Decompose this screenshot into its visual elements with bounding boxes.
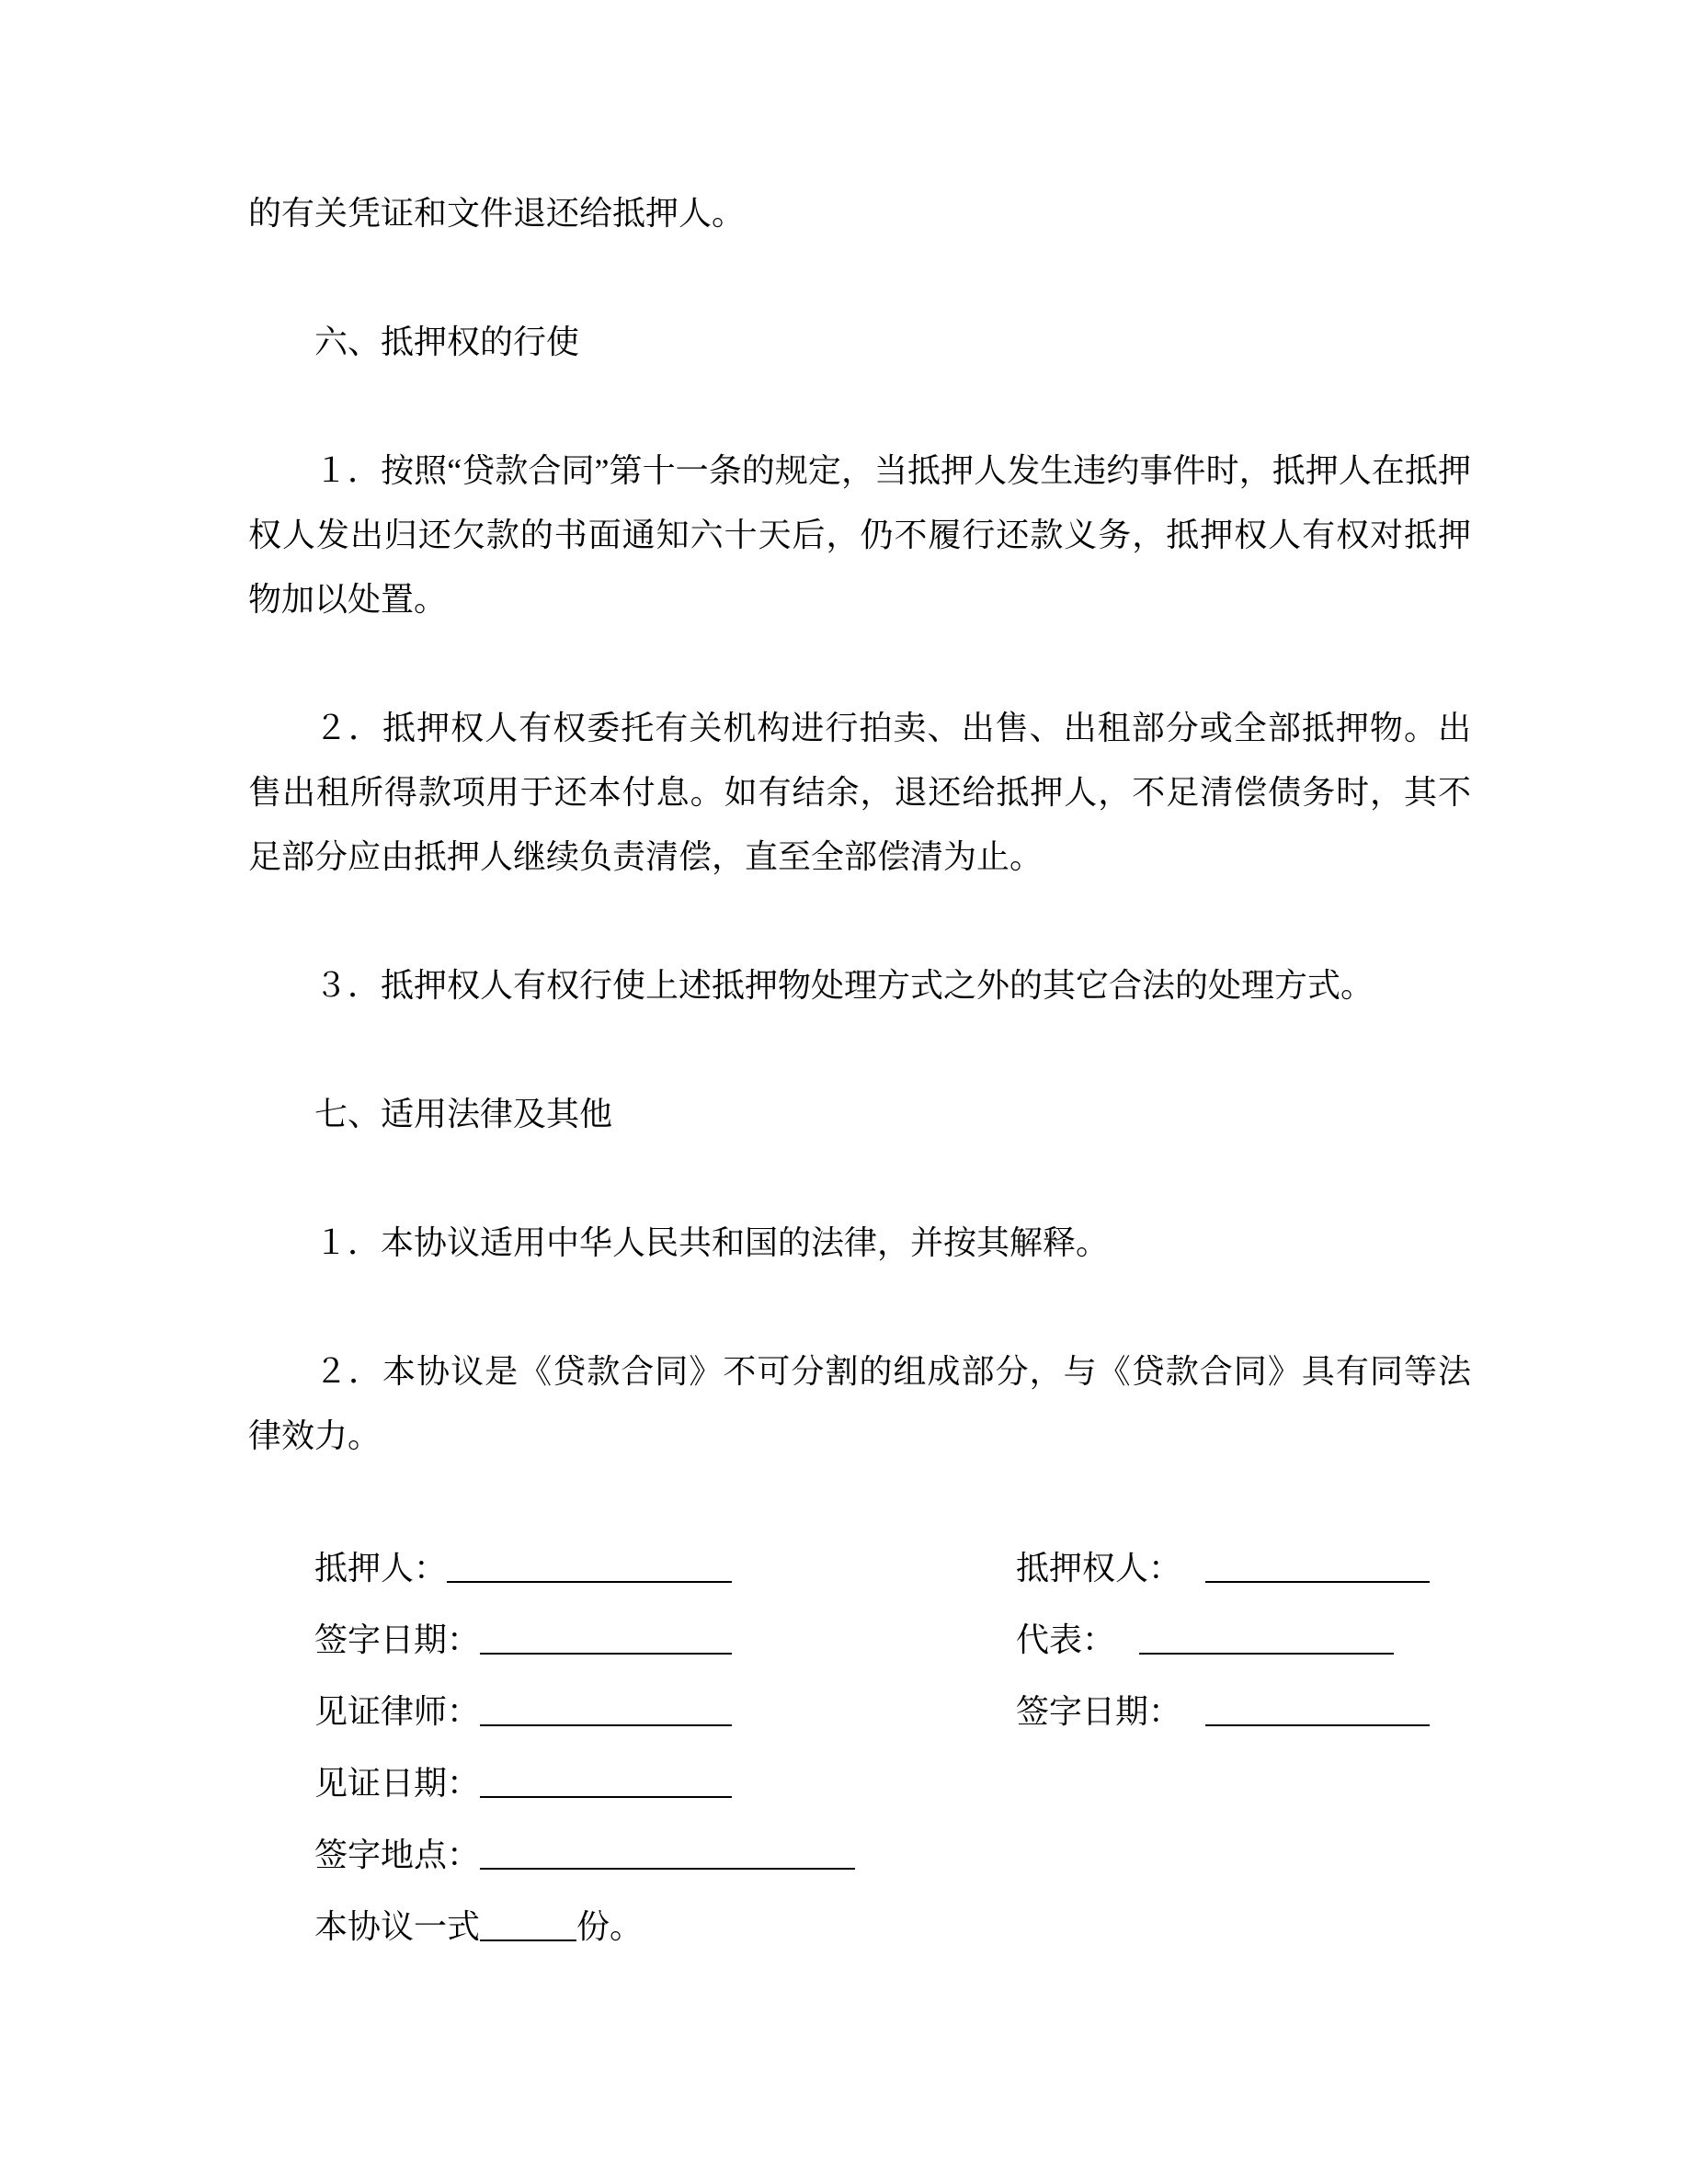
sign-date-fill-line (480, 1652, 732, 1655)
signature-block (314, 1532, 1471, 1962)
signature-left-column (314, 1532, 1016, 1962)
sign-place-label: 签字地点： (314, 1837, 481, 1873)
signature-row-mortgagee-sign-date (1016, 1676, 1471, 1747)
paragraph-continuation: 的有关凭证和文件退还给抵押人。 (248, 195, 746, 232)
copies-prefix-label: 本协议一式 (314, 1908, 481, 1945)
copies-fill-line (480, 1939, 576, 1941)
blank-line (248, 1146, 1471, 1211)
section-seven-item-2: ２．本协议是《贷款合同》不可分割的组成部分，与《贷款合同》具有同等法律效力。 (248, 1353, 1471, 1454)
representative-label: 代表： (1016, 1621, 1116, 1658)
mortgagee-label: 抵押权人： (1016, 1550, 1182, 1587)
mortgagee-sign-date-label: 签字日期： (1016, 1693, 1182, 1730)
signature-row-sign-date (314, 1604, 1016, 1676)
witness-lawyer-fill-line (480, 1723, 732, 1726)
sign-date-label: 签字日期： (314, 1621, 481, 1658)
signature-row-mortgagee (1016, 1532, 1471, 1604)
section-seven-item-1: １．本协议适用中华人民共和国的法律，并按其解释。 (314, 1224, 1110, 1261)
blank-line (248, 1018, 1471, 1082)
signature-row-witness-lawyer (314, 1676, 1016, 1747)
witness-date-fill-line (480, 1795, 732, 1798)
representative-fill-line (1139, 1652, 1394, 1655)
signature-row-copies (314, 1891, 1016, 1962)
mortgagor-label: 抵押人： (314, 1550, 448, 1587)
section-heading-six: 六、抵押权的行使 (314, 324, 580, 360)
blank-line (248, 1468, 1471, 1532)
mortgagee-sign-date-fill-line (1205, 1723, 1430, 1726)
signature-right-column (1016, 1532, 1471, 1962)
copies-suffix-label: 份。 (576, 1908, 644, 1945)
signature-row-mortgagor (314, 1532, 1016, 1604)
section-six-item-1: １．按照“贷款合同”第十一条的规定，当抵押人发生违约事件时，抵押人在抵押权人发出归还欠款的书面通知六十天后，仍不履行还款义务，抵押权人有权对抵押物加以处置。 (248, 452, 1471, 618)
section-six-item-3: ３．抵押权人有权行使上述抵押物处理方式之外的其它合法的处理方式。 (314, 967, 1374, 1004)
section-six-item-2: ２．抵押权人有权委托有关机构进行拍卖、出售、出租部分或全部抵押物。出售出租所得款项用于还本付息。如有结余，退还给抵押人，不足清偿债务时，其不足部分应由抵押人继续负责清偿，直至全部偿清为止。 (248, 710, 1471, 875)
signature-row-sign-place (314, 1819, 1016, 1891)
mortgagee-fill-line (1205, 1580, 1430, 1583)
sign-place-fill-line (480, 1867, 855, 1870)
mortgagor-fill-line (447, 1580, 732, 1583)
blank-line (248, 1275, 1471, 1339)
blank-line (248, 889, 1471, 953)
section-heading-seven: 七、适用法律及其他 (314, 1096, 613, 1132)
witness-lawyer-label: 见证律师： (314, 1693, 481, 1730)
signature-row-witness-date (314, 1747, 1016, 1819)
blank-line (248, 631, 1471, 696)
blank-line (248, 245, 1471, 310)
signature-row-representative (1016, 1604, 1471, 1676)
blank-line (248, 374, 1471, 438)
witness-date-label: 见证日期： (314, 1765, 481, 1802)
